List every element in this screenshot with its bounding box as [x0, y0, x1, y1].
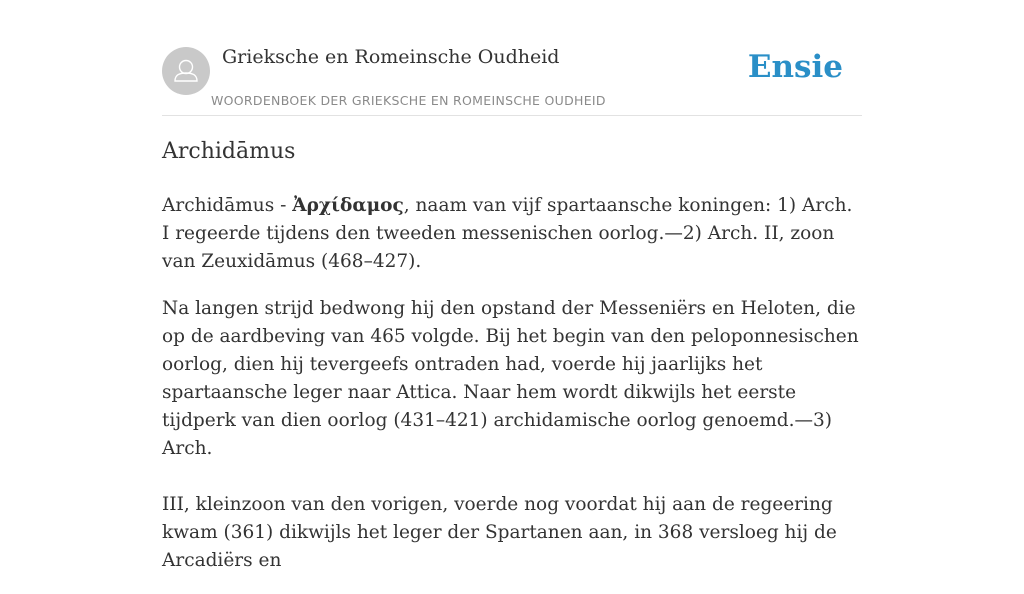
entry-paragraph-1	[162, 192, 862, 276]
entry-title: Archidāmus	[162, 139, 296, 164]
greek-term: Ἀρχίδαμος	[292, 195, 404, 216]
source-subtitle[interactable]: WOORDENBOEK DER GRIEKSCHE EN ROMEINSCHE OUDHEID	[211, 93, 606, 108]
header-divider	[162, 115, 862, 116]
user-avatar-icon[interactable]	[162, 47, 210, 95]
entry-body	[162, 192, 862, 594]
header	[162, 46, 862, 116]
entry-paragraph-2: Na langen strijd bedwong hij den opstand der Messeniërs en Heloten, die op de aardbeving van 465 volgde. Bij het begin van den peloponnesischen oorlog, dien hij tevergeefs ontraden had, voerde hij jaarlijks het spartaansche leger naar Attica. Naar hem wordt dikwijls het eerste tijdperk van dien oorlog (431–421) archidamische oorlog genoemd.—3) Arch.	[162, 298, 859, 459]
source-title[interactable]: Grieksche en Romeinsche Oudheid	[222, 46, 560, 68]
entry-term: Archidāmus -	[162, 195, 293, 216]
entry-paragraph-3: III, kleinzoon van den vorigen, voerde nog voordat hij aan de regeering kwam (361) dikwijls het leger der Spartanen aan, in 368 versloeg hij de Arcadiërs en	[162, 494, 837, 571]
entry-paragraph-1-text: , naam van vijf spartaansche koningen: 1) Arch. I regeerde tijdens den tweeden messenischen oorlog.—2) Arch. II, zoon van Zeuxidāmus (468–427).	[162, 195, 853, 272]
brand-logo[interactable]: Ensie	[747, 49, 843, 85]
